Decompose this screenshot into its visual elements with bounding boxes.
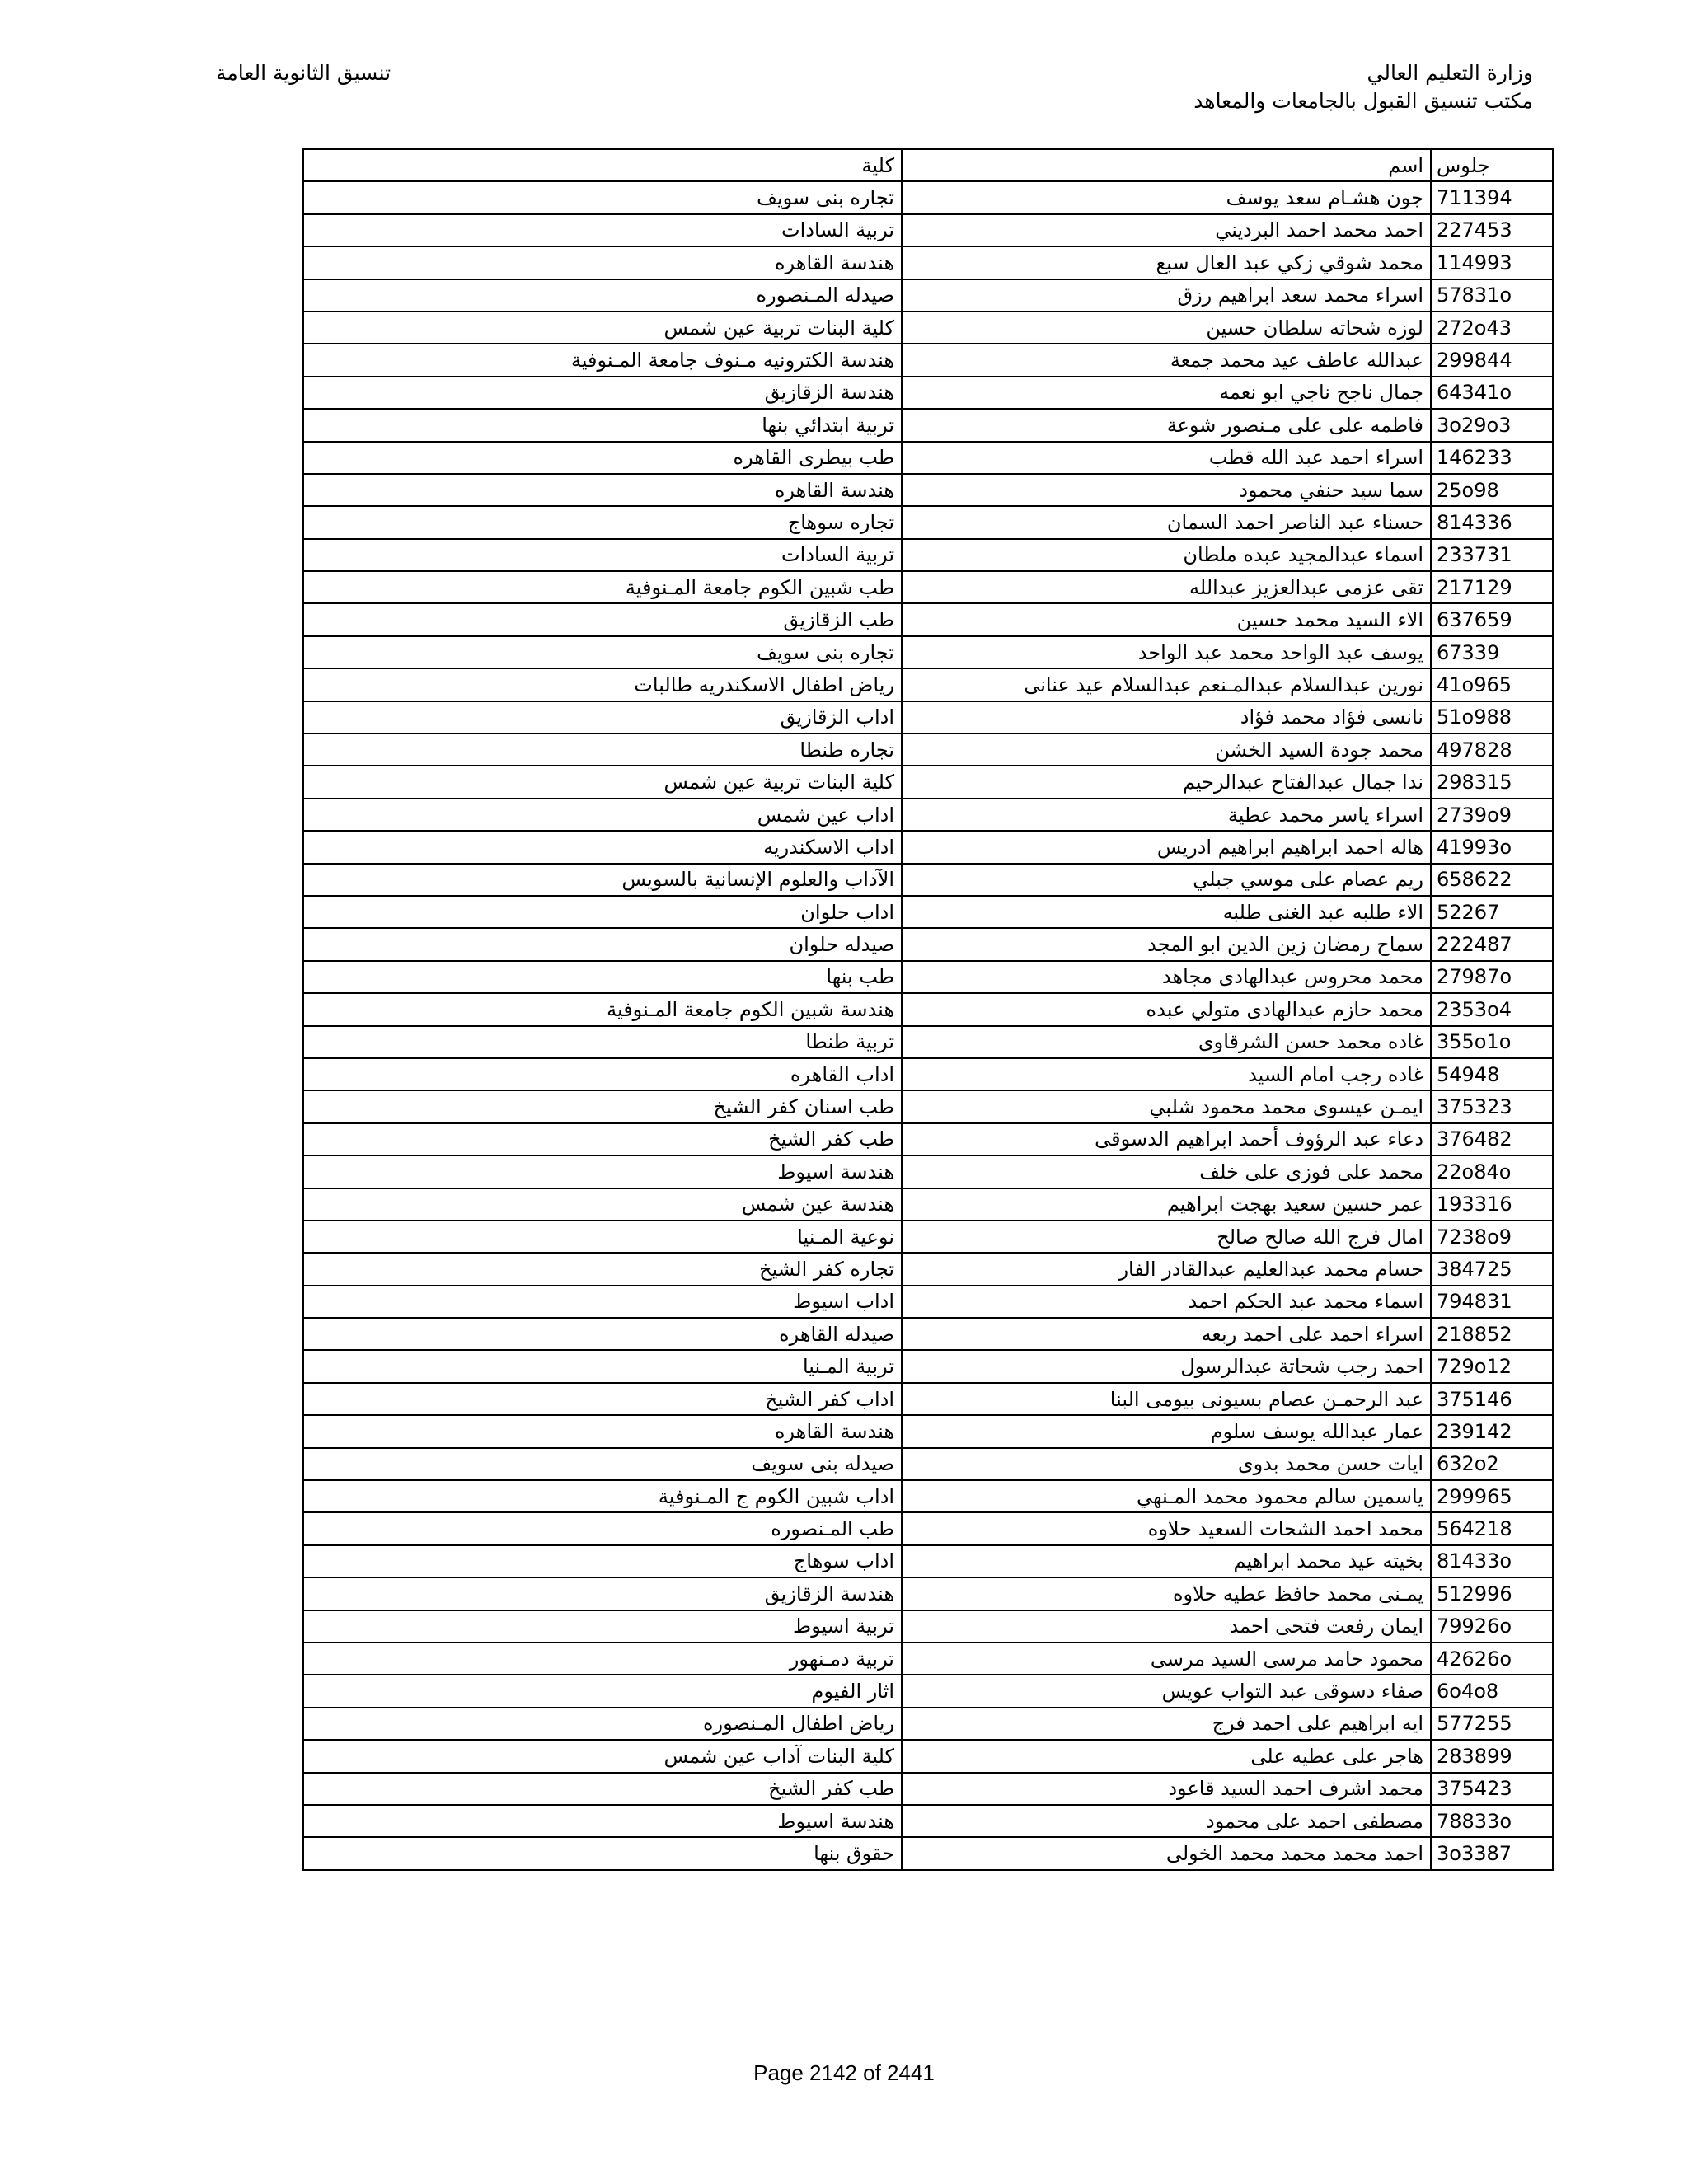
student-name-cell: ايمان رفعت فتحى احمد [902, 1610, 1431, 1643]
seat-number-cell: 577255 [1431, 1708, 1553, 1740]
student-name-cell: هاجر على عطيه على [902, 1740, 1431, 1772]
faculty-cell: طب كفر الشيخ [303, 1773, 902, 1805]
student-name-cell: حسام محمد عبدالعليم عبدالقادر الفار [902, 1253, 1431, 1285]
student-name-cell: محمد شوقي زكي عبد العال سبع [902, 246, 1431, 279]
table-row [303, 506, 1553, 538]
student-name-cell: غاده رجب امام السيد [902, 1058, 1431, 1090]
faculty-cell: تربية اسيوط [303, 1610, 902, 1643]
table-row [303, 279, 1553, 312]
student-name-cell: لوزه شحاته سلطان حسين [902, 312, 1431, 344]
faculty-cell: هندسة اسيوط [303, 1155, 902, 1188]
student-name-cell: محمود حامد مرسى السيد مرسى [902, 1643, 1431, 1675]
student-name-cell: محمد اشرف احمد السيد قاعود [902, 1773, 1431, 1805]
faculty-cell: اداب عين شمس [303, 799, 902, 831]
faculty-cell: كلية البنات تربية عين شمس [303, 766, 902, 798]
seat-number-cell: 22o84o [1431, 1155, 1553, 1188]
faculty-cell: اثار الفيوم [303, 1675, 902, 1707]
seat-number-cell: 2739o9 [1431, 799, 1553, 831]
seat-number-cell: 3o29o3 [1431, 409, 1553, 441]
student-name-cell: ايه ابراهيم على احمد فرج [902, 1708, 1431, 1740]
student-name-cell: هاله احمد ابراهيم ابراهيم ادريس [902, 831, 1431, 863]
seat-number-cell: 233731 [1431, 539, 1553, 571]
faculty-cell: اداب القاهره [303, 1058, 902, 1090]
student-name-cell: عبد الرحمـن عصام بسيونى بيومى البنا [902, 1383, 1431, 1415]
table-row [303, 181, 1553, 213]
student-name-cell: اسراء احمد على احمد ربعه [902, 1318, 1431, 1350]
seat-number-cell: 81433o [1431, 1545, 1553, 1577]
seat-number-cell: 52267 [1431, 896, 1553, 928]
seat-number-cell: 564218 [1431, 1512, 1553, 1544]
table-row [303, 1610, 1553, 1643]
faculty-cell: نوعية المـنيا [303, 1221, 902, 1253]
table-header-row [303, 149, 1553, 181]
faculty-cell: صيدله القاهره [303, 1318, 902, 1350]
table-row [303, 1740, 1553, 1772]
table-row [303, 1090, 1553, 1122]
seat-number-cell: 376482 [1431, 1123, 1553, 1155]
faculty-cell: حقوق بنها [303, 1837, 902, 1869]
student-name-cell: نانسى فؤاد محمد فؤاد [902, 701, 1431, 733]
faculty-cell: تجاره سوهاج [303, 506, 902, 538]
table-row [303, 539, 1553, 571]
faculty-cell: هندسة القاهره [303, 1415, 902, 1447]
student-name-cell: يوسف عبد الواحد محمد عبد الواحد [902, 636, 1431, 668]
table-row [303, 1773, 1553, 1805]
faculty-cell: اداب الاسكندريه [303, 831, 902, 863]
faculty-cell: كلية البنات آداب عين شمس [303, 1740, 902, 1772]
seat-number-cell: 2353o4 [1431, 993, 1553, 1025]
student-name-cell: احمد محمد احمد البرديني [902, 214, 1431, 246]
faculty-cell: اداب شبين الكوم ج المـنوفية [303, 1480, 902, 1512]
student-name-cell: حسناء عبد الناصر احمد السمان [902, 506, 1431, 538]
student-name-cell: جمال ناجح ناجي ابو نعمه [902, 377, 1431, 409]
student-name-cell: محمد احمد الشحات السعيد حلاوه [902, 1512, 1431, 1544]
table-row [303, 733, 1553, 766]
faculty-cell: صيدله المـنصوره [303, 279, 902, 312]
seat-number-cell: 375423 [1431, 1773, 1553, 1805]
table-row [303, 1350, 1553, 1382]
student-name-cell: اسراء احمد عبد الله قطب [902, 442, 1431, 474]
student-name-cell: ياسمين سالم محمود محمد المـنهي [902, 1480, 1431, 1512]
seat-number-cell: 632o2 [1431, 1448, 1553, 1480]
faculty-cell: تجاره بنى سويف [303, 636, 902, 668]
table-row [303, 701, 1553, 733]
faculty-cell: تجاره كفر الشيخ [303, 1253, 902, 1285]
student-name-cell: محمد حازم عبدالهادى متولي عبده [902, 993, 1431, 1025]
column-header-faculty: كلية [303, 149, 902, 181]
student-name-cell: اسراء ياسر محمد عطية [902, 799, 1431, 831]
student-name-cell: عمار عبدالله يوسف سلوم [902, 1415, 1431, 1447]
table-row [303, 1512, 1553, 1544]
seat-number-cell: 298315 [1431, 766, 1553, 798]
faculty-cell: طب بنها [303, 961, 902, 993]
student-name-cell: صفاء دسوقى عبد التواب عويس [902, 1675, 1431, 1707]
student-name-cell: فاطمه على على مـنصور شوعة [902, 409, 1431, 441]
seat-number-cell: 272o43 [1431, 312, 1553, 344]
faculty-cell: هندسة عين شمس [303, 1188, 902, 1221]
table-row [303, 1577, 1553, 1610]
table-row [303, 1286, 1553, 1318]
student-name-cell: عبدالله عاطف عيد محمد جمعة [902, 344, 1431, 376]
student-name-cell: الاء السيد محمد حسين [902, 603, 1431, 635]
student-name-cell: غاده محمد حسن الشرقاوى [902, 1026, 1431, 1058]
table-row [303, 1545, 1553, 1577]
seat-number-cell: 3o3387 [1431, 1837, 1553, 1869]
table-row [303, 766, 1553, 798]
table-body [303, 181, 1553, 1869]
seat-number-cell: 217129 [1431, 571, 1553, 603]
seat-number-cell: 79926o [1431, 1610, 1553, 1643]
faculty-cell: تربية المـنيا [303, 1350, 902, 1382]
seat-number-cell: 355o1o [1431, 1026, 1553, 1058]
results-table [302, 148, 1554, 1871]
table-row [303, 1155, 1553, 1188]
table-row [303, 831, 1553, 863]
student-name-cell: ايمـن عيسوى محمد محمود شلبي [902, 1090, 1431, 1122]
faculty-cell: هندسة اسيوط [303, 1805, 902, 1837]
student-name-cell: اسماء عبدالمجيد عبده ملطان [902, 539, 1431, 571]
table-row [303, 1026, 1553, 1058]
table-row [303, 1448, 1553, 1480]
table-row [303, 1123, 1553, 1155]
table-row [303, 603, 1553, 635]
ministry-name: وزارة التعليم العالي [1367, 61, 1533, 85]
office-name: مكتب تنسيق القبول بالجامعات والمعاهد [1193, 89, 1533, 113]
table-row [303, 214, 1553, 246]
student-name-cell: ريم عصام على موسي جبلي [902, 864, 1431, 896]
table-row [303, 409, 1553, 441]
student-name-cell: الاء طلبه عبد الغنى طلبه [902, 896, 1431, 928]
table-row [303, 799, 1553, 831]
student-name-cell: اسماء محمد عبد الحكم احمد [902, 1286, 1431, 1318]
table-row [303, 571, 1553, 603]
faculty-cell: الآداب والعلوم الإنسانية بالسويس [303, 864, 902, 896]
faculty-cell: تربية طنطا [303, 1026, 902, 1058]
student-name-cell: دعاء عبد الرؤوف أحمد ابراهيم الدسوقى [902, 1123, 1431, 1155]
seat-number-cell: 375323 [1431, 1090, 1553, 1122]
faculty-cell: اداب الزقازيق [303, 701, 902, 733]
results-table-wrapper [302, 148, 1526, 1871]
student-name-cell: تقى عزمى عبدالعزيز عبدالله [902, 571, 1431, 603]
faculty-cell: اداب سوهاج [303, 1545, 902, 1577]
faculty-cell: تجاره بنى سويف [303, 181, 902, 213]
student-name-cell: اسراء محمد سعد ابراهيم رزق [902, 279, 1431, 312]
faculty-cell: طب كفر الشيخ [303, 1123, 902, 1155]
table-row [303, 928, 1553, 960]
student-name-cell: احمد رجب شحاتة عبدالرسول [902, 1350, 1431, 1382]
seat-number-cell: 299844 [1431, 344, 1553, 376]
faculty-cell: هندسة القاهره [303, 246, 902, 279]
student-name-cell: محمد جودة السيد الخشن [902, 733, 1431, 766]
table-row [303, 896, 1553, 928]
seat-number-cell: 497828 [1431, 733, 1553, 766]
faculty-cell: هندسة الكترونيه مـنوف جامعة المـنوفية [303, 344, 902, 376]
seat-number-cell: 146233 [1431, 442, 1553, 474]
faculty-cell: طب المـنصوره [303, 1512, 902, 1544]
table-row [303, 1058, 1553, 1090]
table-row [303, 1675, 1553, 1707]
faculty-cell: رياض اطفال المـنصوره [303, 1708, 902, 1740]
seat-number-cell: 25o98 [1431, 474, 1553, 506]
table-row [303, 1805, 1553, 1837]
seat-number-cell: 729o12 [1431, 1350, 1553, 1382]
faculty-cell: كلية البنات تربية عين شمس [303, 312, 902, 344]
table-row [303, 474, 1553, 506]
seat-number-cell: 222487 [1431, 928, 1553, 960]
seat-number-cell: 54948 [1431, 1058, 1553, 1090]
page-number: Page 2142 of 2441 [753, 2060, 935, 2085]
table-row [303, 1383, 1553, 1415]
seat-number-cell: 658622 [1431, 864, 1553, 896]
table-row [303, 1480, 1553, 1512]
seat-number-cell: 637659 [1431, 603, 1553, 635]
seat-number-cell: 51o988 [1431, 701, 1553, 733]
table-row [303, 668, 1553, 701]
table-row [303, 442, 1553, 474]
seat-number-cell: 193316 [1431, 1188, 1553, 1221]
student-name-cell: محمد محروس عبدالهادى مجاهد [902, 961, 1431, 993]
seat-number-cell: 67339 [1431, 636, 1553, 668]
faculty-cell: تجاره طنطا [303, 733, 902, 766]
seat-number-cell: 41o965 [1431, 668, 1553, 701]
student-name-cell: بخيته عيد محمد ابراهيم [902, 1545, 1431, 1577]
seat-number-cell: 283899 [1431, 1740, 1553, 1772]
student-name-cell: سما سيد حنفي محمود [902, 474, 1431, 506]
faculty-cell: تربية السادات [303, 214, 902, 246]
table-row [303, 1188, 1553, 1221]
seat-number-cell: 384725 [1431, 1253, 1553, 1285]
faculty-cell: هندسة شبين الكوم جامعة المـنوفية [303, 993, 902, 1025]
ministry-header [1193, 59, 1533, 115]
seat-number-cell: 375146 [1431, 1383, 1553, 1415]
student-name-cell: عمر حسين سعيد بهجت ابراهيم [902, 1188, 1431, 1221]
faculty-cell: اداب حلوان [303, 896, 902, 928]
seat-number-cell: 239142 [1431, 1415, 1553, 1447]
seat-number-cell: 78833o [1431, 1805, 1553, 1837]
faculty-cell: تربية ابتدائي بنها [303, 409, 902, 441]
faculty-cell: تربية دمـنهور [303, 1643, 902, 1675]
table-row [303, 1643, 1553, 1675]
table-row [303, 1708, 1553, 1740]
faculty-cell: طب شبين الكوم جامعة المـنوفية [303, 571, 902, 603]
faculty-cell: رياض اطفال الاسكندريه طالبات [303, 668, 902, 701]
student-name-cell: سماح رمضان زين الدين ابو المجد [902, 928, 1431, 960]
seat-number-cell: 42626o [1431, 1643, 1553, 1675]
seat-number-cell: 299965 [1431, 1480, 1553, 1512]
faculty-cell: صيدله بنى سويف [303, 1448, 902, 1480]
table-row [303, 636, 1553, 668]
faculty-cell: اداب كفر الشيخ [303, 1383, 902, 1415]
student-name-cell: مصطفى احمد على محمود [902, 1805, 1431, 1837]
seat-number-cell: 218852 [1431, 1318, 1553, 1350]
seat-number-cell: 711394 [1431, 181, 1553, 213]
faculty-cell: طب الزقازيق [303, 603, 902, 635]
table-row [303, 993, 1553, 1025]
student-name-cell: ايات حسن محمد بدوى [902, 1448, 1431, 1480]
seat-number-cell: 227453 [1431, 214, 1553, 246]
student-name-cell: نورين عبدالسلام عبدالمـنعم عبدالسلام عيد عنانى [902, 668, 1431, 701]
faculty-cell: طب اسنان كفر الشيخ [303, 1090, 902, 1122]
faculty-cell: طب بيطرى القاهره [303, 442, 902, 474]
table-row [303, 1415, 1553, 1447]
student-name-cell: امال فرج الله صالح صالح [902, 1221, 1431, 1253]
table-row [303, 1221, 1553, 1253]
table-row [303, 312, 1553, 344]
faculty-cell: صيدله حلوان [303, 928, 902, 960]
table-row [303, 1253, 1553, 1285]
table-row [303, 246, 1553, 279]
column-header-seat: جلوس [1431, 149, 1553, 181]
seat-number-cell: 114993 [1431, 246, 1553, 279]
table-row [303, 961, 1553, 993]
student-name-cell: احمد محمد محمد محمد الخولى [902, 1837, 1431, 1869]
coordination-title: تنسيق الثانوية العامة [216, 61, 392, 85]
seat-number-cell: 41993o [1431, 831, 1553, 863]
seat-number-cell: 64341o [1431, 377, 1553, 409]
seat-number-cell: 57831o [1431, 279, 1553, 312]
seat-number-cell: 794831 [1431, 1286, 1553, 1318]
seat-number-cell: 27987o [1431, 961, 1553, 993]
student-name-cell: يمـنى محمد حافظ عطيه حلاوه [902, 1577, 1431, 1610]
student-name-cell: محمد على فوزى على خلف [902, 1155, 1431, 1188]
seat-number-cell: 512996 [1431, 1577, 1553, 1610]
student-name-cell: ندا جمال عبدالفتاح عبدالرحيم [902, 766, 1431, 798]
table-row [303, 1318, 1553, 1350]
table-row [303, 864, 1553, 896]
student-name-cell: جون هشـام سعد يوسف [902, 181, 1431, 213]
seat-number-cell: 814336 [1431, 506, 1553, 538]
faculty-cell: اداب اسيوط [303, 1286, 902, 1318]
table-row [303, 1837, 1553, 1869]
faculty-cell: هندسة الزقازيق [303, 1577, 902, 1610]
faculty-cell: هندسة الزقازيق [303, 377, 902, 409]
faculty-cell: تربية السادات [303, 539, 902, 571]
faculty-cell: هندسة القاهره [303, 474, 902, 506]
table-row [303, 344, 1553, 376]
seat-number-cell: 6o4o8 [1431, 1675, 1553, 1707]
seat-number-cell: 7238o9 [1431, 1221, 1553, 1253]
column-header-name: اسم [902, 149, 1431, 181]
table-row [303, 377, 1553, 409]
